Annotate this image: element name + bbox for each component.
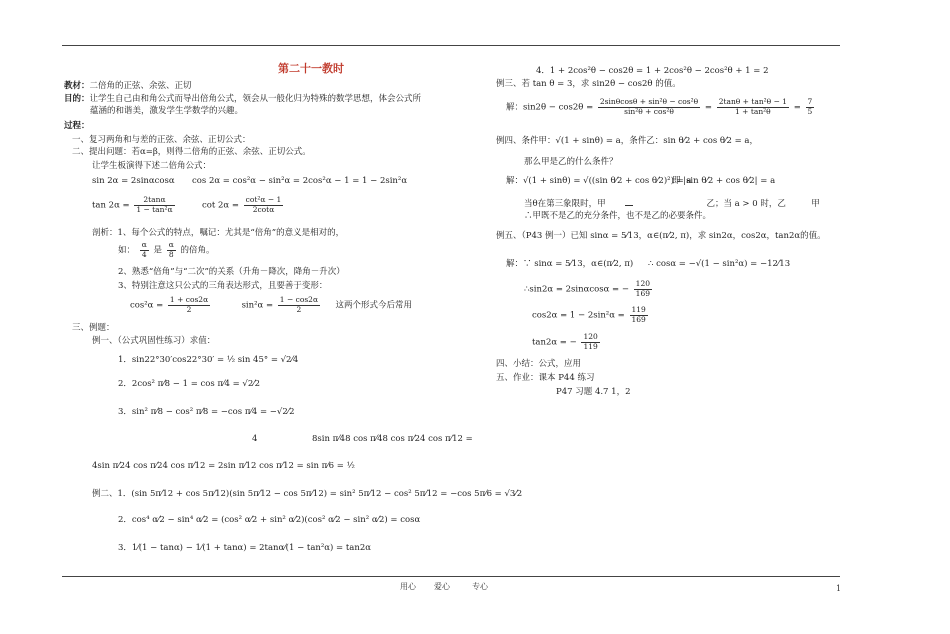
material-text: 二倍角的正弦、余弦、正切 [89,81,192,91]
analysis-2: 2、熟悉“倍角”与“二次”的关系（升角－降次，降角－升次） [118,267,345,277]
example-4-line-3 [524,197,820,210]
cot2a-denominator: 2cotα [252,204,275,214]
example-5-cos2a [532,306,650,324]
example-4-solution: 解：√(1 + sinθ) = √((sin θ⁄2 + cos θ⁄2)²) = a [506,176,692,186]
ex5-sin2a-den: 169 [635,288,650,298]
formula-tan2a [92,196,177,214]
transform-cos-num: 1 + cos2α [169,295,209,304]
example-2-item-3: 3．1⁄(1 − tanα) − 1⁄(1 + tanα) = 2tanα⁄(1 − tan²α) = tan2α [118,543,371,553]
goal-text-1: 让学生自己由和角公式而导出倍角公式，领会从一般化归为特殊的数学思想，体会公式所 [89,94,422,104]
example-5-sin2a [524,280,654,298]
goal-text-2: 蕴涵的和谐美，激发学生学数学的兴趣。 [90,106,244,116]
example-4-solution-right: 即 |sin θ⁄2 + cos θ⁄2| = a [672,176,776,186]
example-5-solution-right: ∴ cosα = −√(1 − sin²α) = −12⁄13 [648,259,791,269]
ex5-tan2a-num: 120 [583,332,598,341]
example-1-item-4-continued: 4sin π⁄24 cos π⁄24 cos π⁄12 = 2sin π⁄12 cos π⁄12 = sin π⁄6 = ½ [92,461,355,471]
ex3-fraction-2 [717,98,789,116]
ex5-tan2a-fraction [581,333,599,351]
homework: 五、作业：课本 P44 练习 [496,373,595,383]
ex3-equals-2: = [793,102,801,113]
analysis-3: 3、特别注意这只公式的三角表达形式，且要善于变形： [118,281,328,291]
material-line [64,82,192,92]
alpha-over-8-den: 8 [168,249,174,259]
goal-label: 目的： [64,94,90,104]
example-1-item-4-label: 4 [252,434,258,444]
top-rule [62,45,840,46]
example-1-item-1: 1．sin22°30′cos22°30′ = ½ sin 45° = √2⁄4 [118,355,299,365]
page-title: 第二十一教时 [278,62,344,75]
cot2a-numerator: cot²α − 1 [245,195,282,204]
step-3: 三、例题： [72,323,115,333]
footer-item-3: 专心 [472,582,488,591]
example-prefix: 如： [118,245,136,256]
homework-2: P47 习题 4.7 1，2 [556,387,631,397]
example-1-item-3: 3．sin² π⁄8 − cos² π⁄8 = −cos π⁄4 = −√2⁄2 [118,407,295,417]
ex3-equals-1: = [704,102,712,113]
tan2a-numerator: 2tanα [134,196,174,206]
ex3-solution-label: 解：sin2θ − cos2θ = [506,102,594,113]
ex5-cos2a-num: 119 [631,305,646,314]
alpha-over-4-den: 4 [141,249,147,259]
ex5-sin2a-fraction [634,280,652,298]
example-1-item-4: 8sin π⁄48 cos π⁄48 cos π⁄24 cos π⁄12 = [312,434,473,444]
transform-sin-lhs: sin²α = [241,300,274,311]
example-1-title: 例一、（公式巩固性练习）求值： [92,336,216,346]
cot2a-lhs: cot 2α = [202,200,239,211]
analysis-1: 剖析：1、每个公式的特点，嘱记：尤其是“倍角”的意义是相对的， [92,228,345,238]
tan2a-lhs: tan 2α = [92,200,130,211]
ex5-cos2a-fraction [630,306,648,324]
formula-cos2a: cos 2α = cos²α − sin²α = 2cos²α − 1 = 1 − 2sin²α [192,176,408,186]
formula-cot2a [202,196,285,214]
ex5-cos2a-label: cos2α = 1 − 2sin²α = [532,310,625,321]
ex3-num-2: 2tanθ + tan²θ − 1 [718,97,788,106]
ex4-line3-end: 甲 [811,199,820,209]
example-5-tan2a [532,333,602,351]
example-mid: 是 [153,245,163,256]
material-label: 教材： [64,81,90,91]
transform-cos-fraction [168,296,210,314]
process-label: 过程： [64,121,90,131]
ex4-blank-mark [625,197,633,206]
example-4-question: 那么甲是乙的什么条件？ [524,157,618,167]
transform-sin-fraction [278,296,320,314]
summary: 四、小结：公式，应用 [496,359,582,369]
example-2-item-2: 2．cos⁴ α⁄2 − sin⁴ α⁄2 = (cos² α⁄2 + sin² α⁄2)(cos² α⁄2 − sin² α⁄2) = cosα [118,515,421,525]
bottom-rule [62,576,840,577]
transform-cos-den: 2 [186,304,192,314]
example-5-solution: 解：∵ sinα = 5⁄13，α∈(π⁄2, π) [506,259,634,269]
transform-note: 这两个形式今后常用 [335,300,412,311]
example-4-conclusion: ∴甲既不是乙的充分条件，也不是乙的必要条件。 [524,211,712,221]
goal-line [64,95,421,105]
transform-formulas [130,296,412,314]
ex5-sin2a-num: 120 [635,279,650,288]
step-2-note: 让学生板演得下述二倍角公式： [92,161,212,171]
ex3-num-3: 7 [807,97,813,106]
ex5-sin2a-label: ∴sin2α = 2sinαcosα = − [524,284,629,295]
tan2a-fraction [134,196,174,214]
transform-sin-den: 2 [296,304,302,314]
ex3-den-3: 5 [807,106,813,116]
alpha-over-4 [140,241,149,259]
footer-item-1: 用心 [400,582,416,591]
ex4-line3-left: 当θ在第三象限时，甲 [524,199,606,209]
example-2-item-1: 例二、1．(sin 5π⁄12 + cos 5π⁄12)(sin 5π⁄12 − cos 5π⁄12) = sin² 5π⁄12 − cos² 5π⁄12 = −cos 5π⁄6 = √3⁄2 [92,489,523,499]
ex5-cos2a-den: 169 [631,314,646,324]
step-2: 二、提出问题：若α=β，则得二倍角的正弦、余弦、正切公式。 [72,147,311,157]
example-4-title: 例四、条件甲：√(1 + sinθ) = a，条件乙：sin θ⁄2 + cos θ⁄2 = a， [496,136,758,146]
ex3-fraction-1 [598,98,700,116]
example-1-item-2: 2．2cos² π⁄8 − 1 = cos π⁄4 = √2⁄2 [118,379,261,389]
analysis-1-example [118,241,215,259]
example-suffix: 的倍角。 [180,245,215,256]
example-5-title: 例五、（P43 例一）已知 sinα = 5⁄13，α∈(π⁄2, π)，求 sin2α，cos2α，tan2α的值。 [496,231,826,241]
ex3-num-1: 2sinθcosθ + sin²θ − cos²θ [599,97,699,106]
alpha-over-4-num: α [141,240,147,249]
ex5-tan2a-label: tan2α = − [532,337,577,348]
cot2a-fraction [244,196,284,214]
step-1: 一、复习两角和与差的正弦、余弦、正切公式： [72,135,251,145]
ex3-den-2: 1 + tan²θ [735,106,771,116]
footer-item-2: 爱心 [434,582,450,591]
alpha-over-8 [167,241,176,259]
example-3-solution [506,98,816,116]
ex5-tan2a-den: 119 [583,341,598,351]
ex4-line3-right: 乙；当 a > 0 时，乙 [706,199,786,209]
ex3-den-1: sin²θ + cos²θ [624,106,674,116]
page-number: 1 [836,584,842,593]
transform-sin-num: 1 − cos2α [279,295,319,304]
formula-sin2a: sin 2α = 2sinαcosα [92,176,175,186]
example-2-item-4: 4．1 + 2cos²θ − cos2θ = 1 + 2cos²θ − 2cos²θ + 1 = 2 [536,66,769,76]
tan2a-denominator: 1 − tan²α [136,204,173,214]
transform-cos-lhs: cos²α = [130,300,164,311]
alpha-over-8-num: α [168,240,174,249]
example-3-title: 例三、若 tan θ = 3，求 sin2θ − cos2θ 的值。 [496,79,681,89]
ex3-fraction-3 [806,98,815,116]
